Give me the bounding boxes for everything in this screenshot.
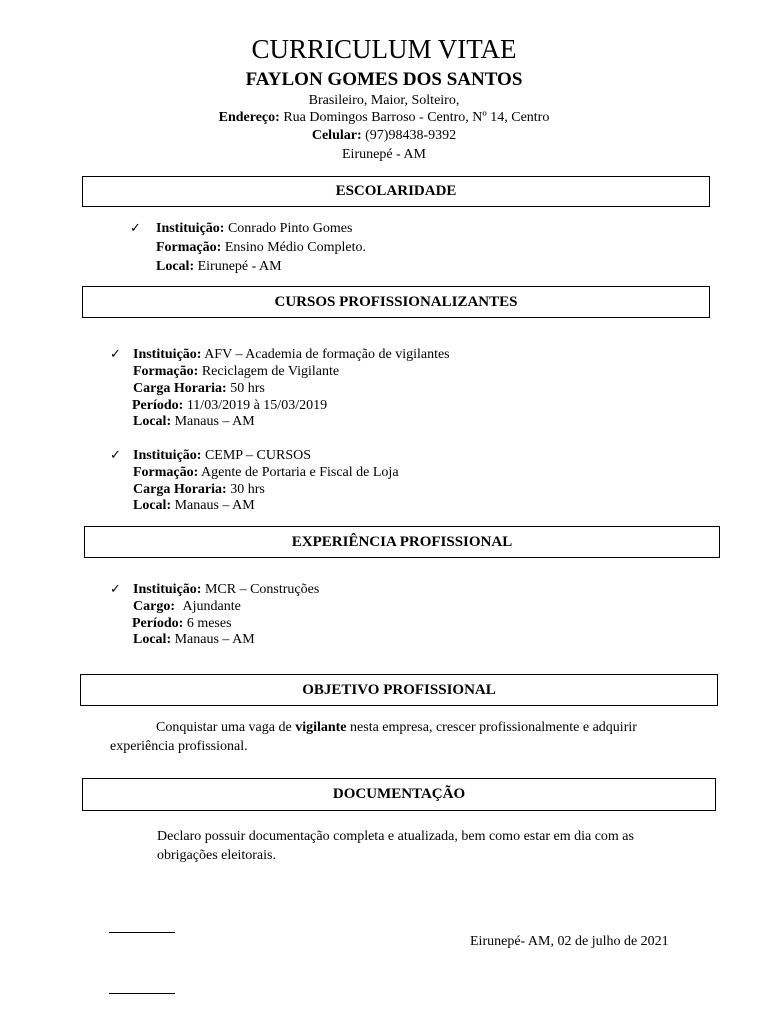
field-value: 50 hrs [230, 381, 265, 396]
curso-1-local [133, 413, 255, 430]
field-value: Manaus – AM [174, 498, 255, 513]
personal-info: Brasileiro, Maior, Solteiro, [308, 93, 460, 108]
field-label: Carga Horaria: [133, 381, 227, 396]
section-heading-objetivo: OBJETIVO PROFISSIONAL [80, 674, 718, 706]
field-value: Eirunepé - AM [197, 259, 282, 274]
objetivo-keyword: vigilante [295, 720, 347, 735]
objetivo-text [110, 718, 710, 756]
checkmark-icon: ✓ [110, 346, 121, 361]
field-label: Carga Horaria: [133, 482, 227, 497]
field-value: AFV – Academia de formação de vigilantes [204, 347, 450, 362]
field-label: Formação: [133, 364, 199, 379]
section-heading-escolaridade: ESCOLARIDADE [82, 176, 710, 207]
field-label: Local: [156, 259, 195, 274]
documentacao-line1: Declaro possuir documentação completa e atualizada, bem como estar em dia com as [157, 829, 634, 844]
curso-1-periodo [132, 397, 327, 414]
field-label: Local: [133, 498, 172, 513]
place-date: Eirunepé- AM, 02 de julho de 2021 [470, 934, 669, 949]
experiencia-periodo [132, 615, 232, 632]
checkmark-icon: ✓ [110, 581, 121, 596]
phone-label: Celular: [311, 128, 362, 143]
curso-1-carga [133, 380, 265, 397]
experiencia-local [133, 631, 255, 648]
field-label: Instituição: [133, 448, 202, 463]
section-heading-documentacao: DOCUMENTAÇÃO [82, 778, 716, 811]
document-title: CURRICULUM VITAE [251, 34, 517, 64]
experiencia-instituicao [133, 581, 319, 598]
field-label: Local: [133, 414, 172, 429]
section-heading-cursos: CURSOS PROFISSIONALIZANTES [82, 286, 710, 318]
escolaridade-instituicao [156, 220, 352, 237]
documentacao-text [157, 827, 717, 865]
phone-line [0, 128, 768, 144]
address-value: Rua Domingos Barroso - Centro, Nº 14, Centro [283, 110, 550, 125]
field-value: Ajundante [182, 599, 241, 614]
field-label: Formação: [133, 465, 199, 480]
field-label: Local: [133, 632, 172, 647]
experiencia-cargo [133, 598, 241, 615]
candidate-name: FAYLON GOMES DOS SANTOS [245, 69, 523, 90]
curso-2-formacao [133, 464, 399, 481]
field-value: Reciclagem de Vigilante [201, 364, 340, 379]
documentacao-line2: obrigações eleitorais. [157, 848, 276, 863]
field-label: Instituição: [133, 582, 202, 597]
field-label: Instituição: [156, 221, 225, 236]
field-label: Instituição: [133, 347, 202, 362]
escolaridade-local [156, 258, 282, 275]
address-label: Endereço: [218, 110, 280, 125]
section-heading-experiencia: EXPERIÊNCIA PROFISSIONAL [84, 526, 720, 558]
signature-line [109, 993, 175, 994]
field-label: Período: [132, 616, 184, 631]
field-value: Manaus – AM [174, 632, 255, 647]
field-value: MCR – Construções [204, 582, 320, 597]
field-value: Conrado Pinto Gomes [227, 221, 353, 236]
checkmark-icon: ✓ [110, 447, 121, 462]
curso-1-instituicao [133, 346, 450, 363]
signature-line [109, 932, 175, 933]
field-value: 6 meses [186, 616, 232, 631]
field-value: Manaus – AM [174, 414, 255, 429]
field-value: 30 hrs [230, 482, 265, 497]
field-label: Período: [132, 398, 184, 413]
curso-1-formacao [133, 363, 339, 380]
phone-value: (97)98438-9392 [365, 128, 457, 143]
field-label: Cargo: [133, 599, 175, 614]
objetivo-text-end: nesta empresa, crescer profissionalmente e adquirir [350, 720, 637, 735]
objetivo-text-start: Conquistar uma vaga de [156, 720, 292, 735]
field-value: Agente de Portaria e Fiscal de Loja [201, 465, 399, 480]
field-label: Formação: [156, 240, 222, 255]
address-line [0, 110, 768, 126]
curso-2-local [133, 497, 255, 514]
escolaridade-formacao [156, 239, 366, 256]
objetivo-text-line2: experiência profissional. [110, 739, 248, 754]
curso-2-carga [133, 481, 265, 498]
checkmark-icon: ✓ [130, 220, 141, 235]
curso-2-instituicao [133, 447, 311, 464]
field-value: 11/03/2019 à 15/03/2019 [186, 398, 328, 413]
field-value: CEMP – CURSOS [204, 448, 312, 463]
field-value: Ensino Médio Completo. [224, 240, 366, 255]
city-line: Eirunepé - AM [342, 147, 426, 162]
